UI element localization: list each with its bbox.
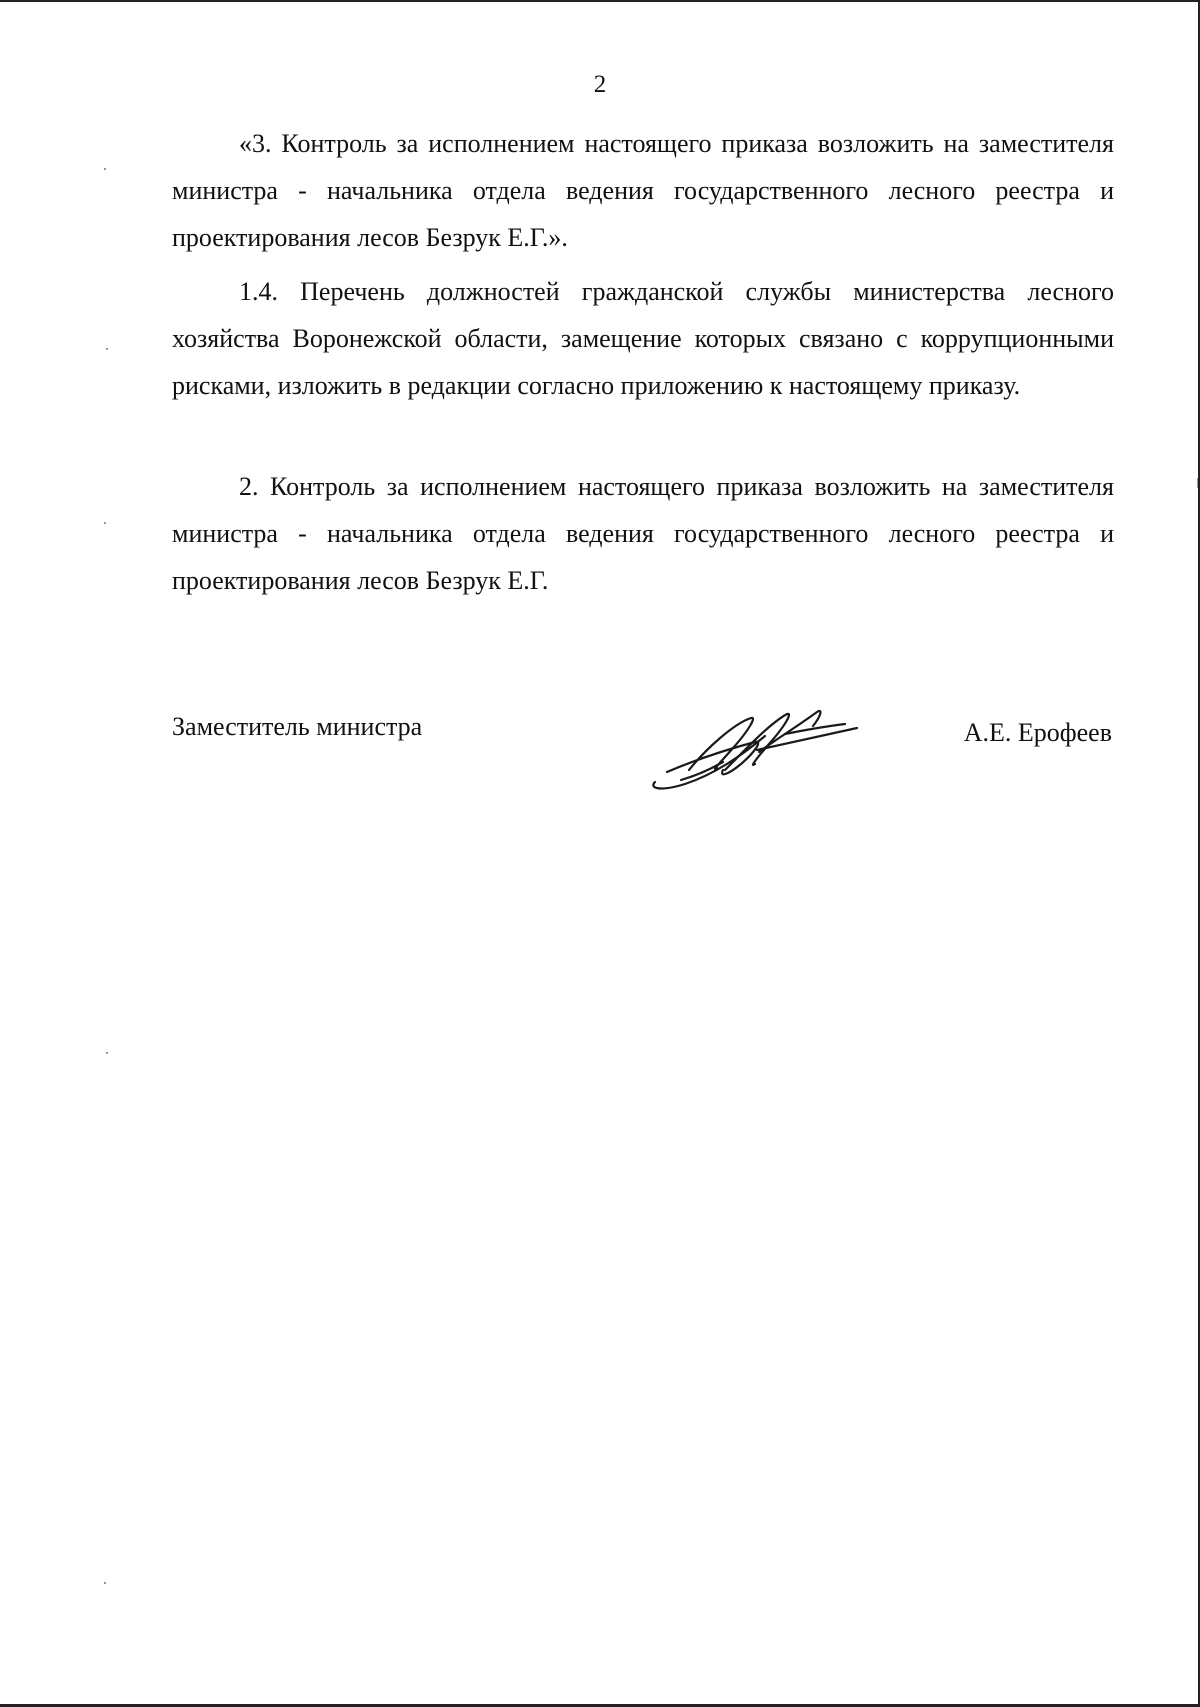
signer-name: А.Е. Ерофеев	[963, 718, 1112, 747]
scan-edge-top	[0, 0, 1200, 2]
page-number: 2	[593, 71, 607, 98]
handwritten-signature-icon	[645, 690, 875, 800]
paragraph-item-1-4: 1.4. Перечень должностей гражданской службы министерства лесного хозяйства Воронежской области, замещение которых связано с коррупционными рисками, изложить в редакции согласно приложению к настоящему приказу.	[172, 277, 1114, 400]
paragraph-item-3-quote: «3. Контроль за исполнением настоящего приказа возложить на заместителя министра - начальника отдела ведения государственного лесного реестра и проектирования лесов Безрук Е.Г.».	[172, 129, 1114, 252]
scan-speck	[1197, 478, 1198, 488]
paragraph-item-2: 2. Контроль за исполнением настоящего приказа возложить на заместителя министра - начальника отдела ведения государственного лесного реестра и проектирования лесов Безрук Е.Г.	[172, 472, 1114, 595]
scan-speck	[104, 168, 106, 170]
signer-position: Заместитель министра	[172, 712, 423, 741]
scan-speck	[104, 522, 106, 524]
scan-speck	[104, 1582, 106, 1584]
scan-speck	[106, 1052, 108, 1054]
scan-speck	[106, 348, 108, 350]
